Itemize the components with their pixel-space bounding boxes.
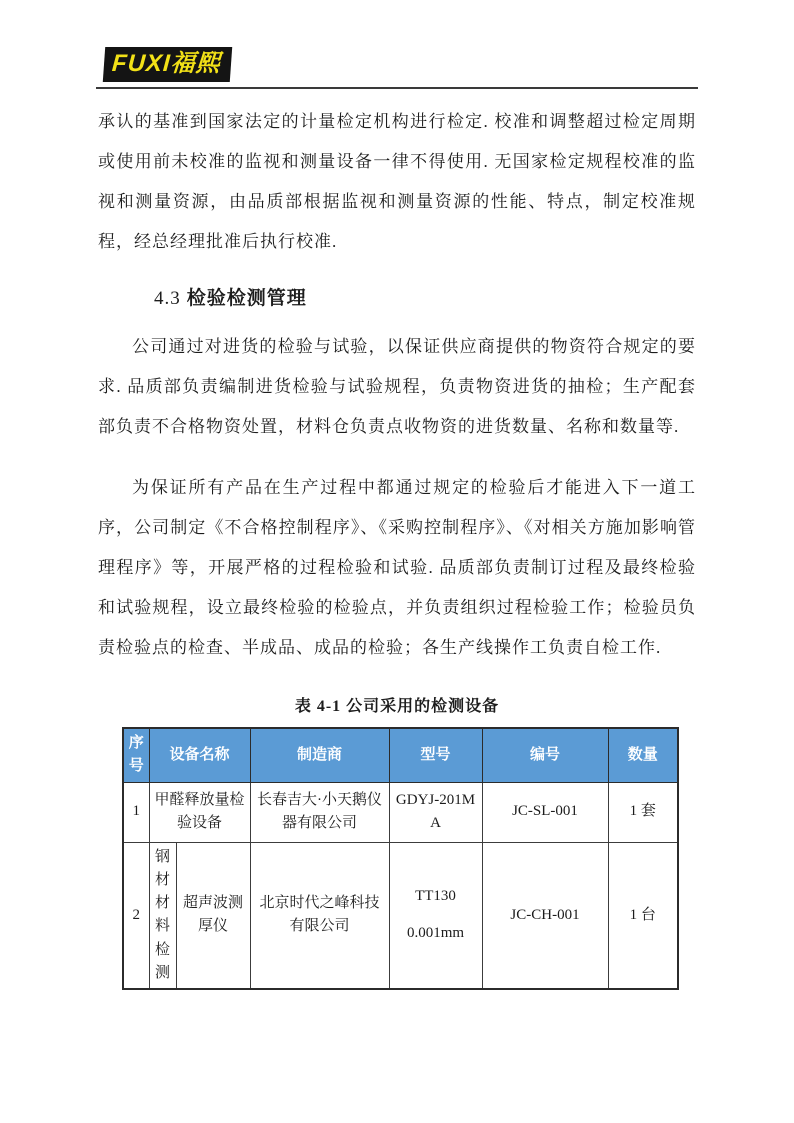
model-line: 0.001mm: [406, 925, 465, 942]
cell-seq: 2: [123, 842, 149, 989]
equipment-table-header: [123, 728, 678, 782]
section-number: 4.3: [154, 288, 181, 309]
cell-manufacturer: 长春吉大·小天鹅仪器有限公司: [250, 782, 389, 842]
col-header-model: 型号: [389, 728, 482, 782]
cell-device-category: 钢材材料检测: [149, 842, 176, 989]
equipment-table: [122, 727, 679, 990]
cell-model: [389, 842, 482, 989]
company-logo: FUXI福熙: [103, 47, 232, 82]
table-row: [123, 842, 678, 989]
section-title: 检验检测管理: [186, 288, 307, 309]
cell-number: JC-SL-001: [482, 782, 608, 842]
cell-number: JC-CH-001: [482, 842, 608, 989]
cell-quantity: 1 套: [608, 782, 678, 842]
cell-model: [389, 782, 482, 842]
model-line: GDYJ-201MA: [395, 791, 476, 831]
header-divider: [96, 87, 698, 89]
page-header: [0, 0, 794, 89]
paragraph-calibration: 承认的基准到国家法定的计量检定机构进行检定. 校准和调整超过检定周期或使用前未校准的监视和测量设备一律不得使用. 无国家检定规程校准的监视和测量资源，由品质部根据监视和测量资源的性能、特点，制定校准规程，经总经理批准后执行校准.: [98, 112, 696, 251]
col-header-number: 编号: [482, 728, 608, 782]
cell-manufacturer: 北京时代之峰科技有限公司: [250, 842, 389, 989]
paragraph-incoming-inspection: 公司通过对进货的检验与试验，以保证供应商提供的物资符合规定的要求. 品质部负责编制进货检验与试验规程，负责物资进货的抽检；生产配套部负责不合格物资处置，材料仓负责点收物资的进货数量、名称和数量等.: [98, 337, 696, 436]
cell-quantity: 1 台: [608, 842, 678, 989]
model-line: TT130: [415, 888, 456, 904]
cell-device-name: 超声波测厚仪: [176, 842, 250, 989]
document-body: [0, 102, 794, 990]
cell-seq: 1: [123, 782, 149, 842]
table-row: [123, 782, 678, 842]
col-header-device-name: 设备名称: [149, 728, 250, 782]
header-row: [123, 728, 678, 782]
cell-device-name: 甲醛释放量检验设备: [149, 782, 250, 842]
section-heading: [154, 283, 696, 310]
col-header-seq: 序号: [123, 728, 149, 782]
col-header-quantity: 数量: [608, 728, 678, 782]
col-header-manufacturer: 制造商: [250, 728, 389, 782]
table-caption: 表 4-1 公司采用的检测设备: [294, 698, 500, 715]
paragraph-process-inspection: 为保证所有产品在生产过程中都通过规定的检验后才能进入下一道工序，公司制定《不合格控制程序》、《采购控制程序》、《对相关方施加影响管理程序》等，开展严格的过程检验和试验. 品质部负责制订过程及最终检验和试验规程，设立最终检验的检验点，并负责组织过程检验工作；检验员负责检验点的检查、半成品、成品的检验；各生产线操作工负责自检工作.: [98, 478, 696, 657]
